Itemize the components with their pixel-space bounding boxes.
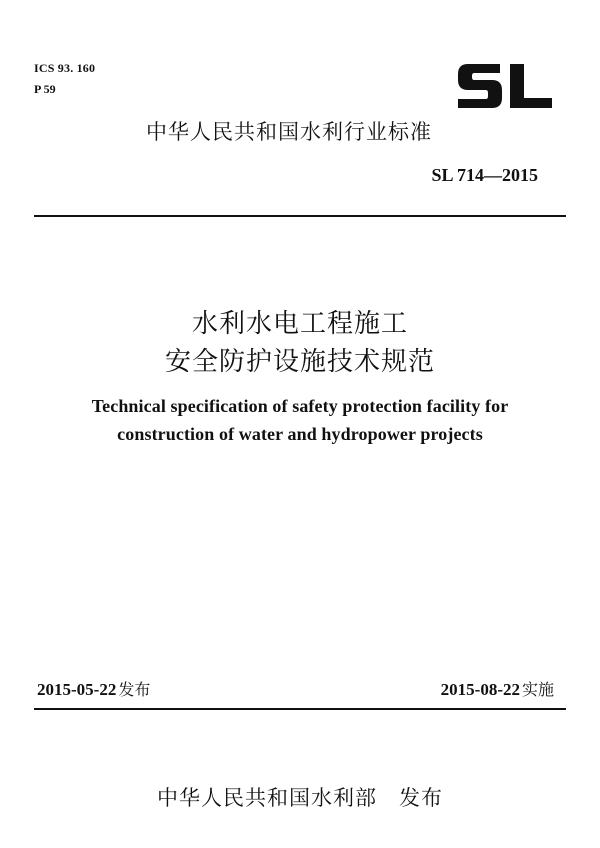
publisher-name: 中华人民共和国水利部 [157, 786, 377, 810]
issue-date [37, 677, 150, 700]
implementation-date [441, 677, 554, 700]
issue-date-label: 发布 [118, 680, 151, 699]
bottom-divider [34, 708, 566, 710]
title-cn-line-2: 安全防护设施技术规范 [164, 347, 435, 377]
implementation-date-label: 实施 [521, 680, 554, 699]
publisher [0, 782, 600, 812]
implementation-date-value: 2015-08-22 [440, 680, 520, 699]
title-en-line-2: construction of water and hydropower projects [117, 424, 483, 444]
title-en-line-1: Technical specification of safety protection facility for [91, 396, 509, 416]
top-divider [34, 215, 566, 217]
publisher-label: 发布 [399, 786, 443, 810]
issue-date-value: 2015-05-22 [37, 680, 117, 699]
ics-code: ICS 93. 160 [34, 61, 96, 75]
issuing-body-title: 中华人民共和国水利行业标准 [146, 120, 432, 144]
sl-logo-icon [456, 60, 554, 112]
title-cn-line-1: 水利水电工程施工 [191, 309, 408, 339]
ccs-code: P 59 [34, 82, 56, 96]
standard-number: SL 714—2015 [431, 165, 538, 185]
